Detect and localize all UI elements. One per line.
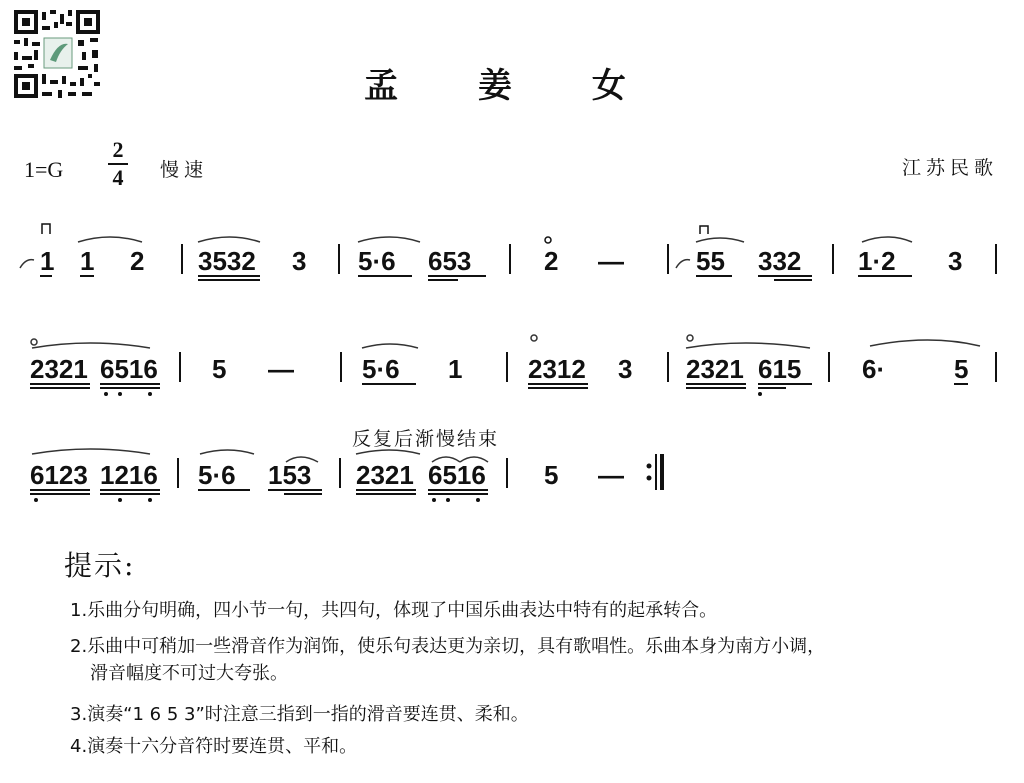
note-group: 5 [544, 460, 559, 490]
time-signature [108, 138, 128, 190]
song-source: 江苏民歌 [901, 157, 998, 179]
note-group: 332 [758, 246, 802, 276]
score-line-1 [0, 220, 1024, 290]
note-group: 3 [948, 246, 963, 276]
note-group: 1·2 [858, 246, 896, 276]
score-line-2 [0, 330, 1024, 400]
time-signature-top: 2 [112, 137, 124, 162]
tip-item-4: 4.演奏十六分音符时要连贯、平和。 [70, 736, 358, 757]
tip-item-3: 3.演奏“1 6 5 3”时注意三指到一指的滑音要连贯、柔和。 [70, 704, 529, 725]
note-group: 1 [40, 246, 55, 276]
note-group: 2321 [686, 354, 744, 384]
tip-item-2-cont: 滑音幅度不可过大夸张。 [90, 663, 288, 684]
note-group: 1 [80, 246, 95, 276]
song-title: 孟 姜 女 [364, 66, 660, 106]
note-group: 1 [448, 354, 463, 384]
note-group: 653 [428, 246, 472, 276]
note-group: 3 [292, 246, 307, 276]
key-signature: 1=G [24, 157, 64, 182]
note-group: 2 [544, 246, 559, 276]
note-group: — [598, 460, 624, 490]
note-group: 2321 [30, 354, 88, 384]
time-signature-bottom: 4 [112, 165, 124, 190]
note-group: 2312 [528, 354, 586, 384]
note-group: 3 [618, 354, 633, 384]
note-group: 5·6 [362, 354, 400, 384]
tips-heading: 提示: [64, 549, 136, 582]
note-group: 153 [268, 460, 312, 490]
note-group: 615 [758, 354, 802, 384]
note-group: 6516 [428, 460, 486, 490]
note-group: 1216 [100, 460, 158, 490]
note-group: 3532 [198, 246, 256, 276]
note-group: 5 [954, 354, 969, 384]
note-group: 2 [130, 246, 145, 276]
note-group: 55 [696, 246, 725, 276]
note-group: 5·6 [358, 246, 396, 276]
note-group: 6123 [30, 460, 88, 490]
note-group: — [268, 354, 294, 384]
tip-item-1: 1.乐曲分句明确，四小节一句，共四句，体现了中国乐曲表达中特有的起承转合。 [70, 600, 718, 621]
note-group: 5 [212, 354, 227, 384]
repeat-annotation: 反复后渐慢结束 [352, 428, 500, 450]
note-group: — [598, 246, 624, 276]
tip-item-2: 2.乐曲中可稍加一些滑音作为润饰，使乐句表达更为亲切，具有歌唱性。乐曲本身为南方小调， [70, 636, 826, 657]
score-line-3 [0, 440, 1024, 510]
note-group: 6· [862, 354, 886, 384]
note-group: 5·6 [198, 460, 236, 490]
note-group: 2321 [356, 460, 414, 490]
note-group: 6516 [100, 354, 158, 384]
tempo-marking: 慢速 [160, 159, 209, 181]
